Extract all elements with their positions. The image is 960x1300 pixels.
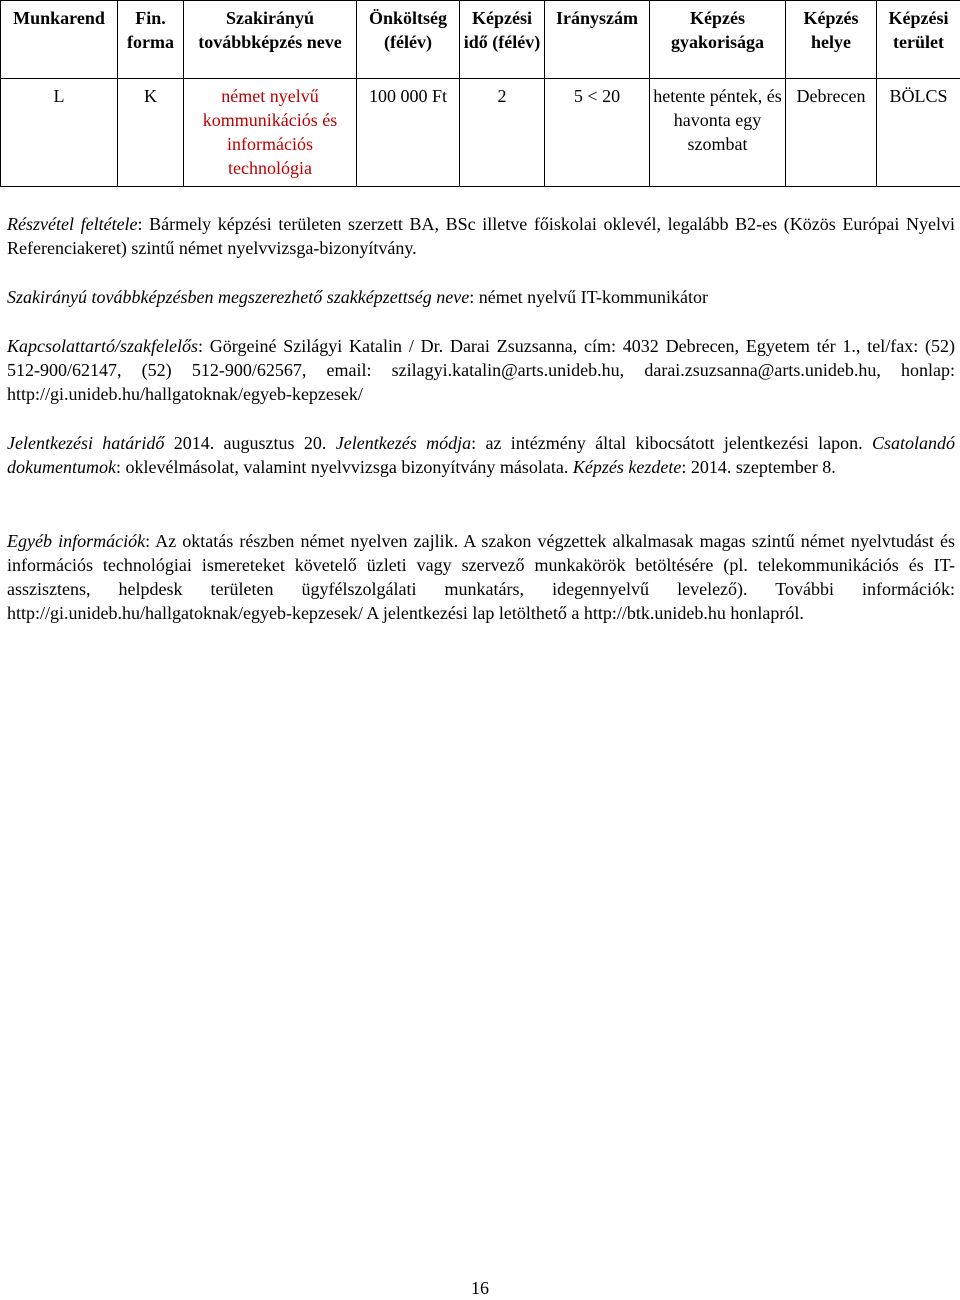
method-text: : az intézmény által kibocsátott jelentkezési lapon.: [471, 433, 863, 453]
contact-label: Kapcsolattartó/szakfelelős: [7, 336, 198, 356]
start-text: : 2014. szeptember 8.: [681, 457, 835, 477]
table-row: [1, 79, 960, 187]
header-munkarend: Munkarend: [1, 1, 118, 79]
header-fin-forma: Fin. forma: [118, 1, 184, 79]
cell-terulet: BÖLCS: [877, 79, 960, 187]
application-paragraph: [7, 431, 955, 479]
cell-kepzesi-ido: 2: [460, 79, 545, 187]
cell-program-name: német nyelvű kommunikációs és információs technológia: [184, 79, 357, 187]
cell-iranyszam: 5 < 20: [545, 79, 650, 187]
table-header-row: [1, 1, 960, 79]
cell-gyakorisag: hetente péntek, és havonta egy szombat: [650, 79, 786, 187]
start-label: Képzés kezdete: [573, 457, 681, 477]
cell-helye: Debrecen: [786, 79, 877, 187]
other-info-paragraph: [7, 529, 955, 625]
header-kepzesi-ido: Képzési idő (félév): [460, 1, 545, 79]
qualification-label: Szakirányú továbbképzésben megszerezhető szakképzettség neve: [7, 287, 469, 307]
header-onkoltseg: Önköltség (félév): [357, 1, 460, 79]
page-number: 16: [0, 1276, 960, 1300]
cell-onkoltseg: 100 000 Ft: [357, 79, 460, 187]
header-kepzes-gyakorisaga: Képzés gyakorisága: [650, 1, 786, 79]
other-info-label: Egyéb információk: [7, 531, 145, 551]
qualification-text: : német nyelvű IT-kommunikátor: [469, 287, 708, 307]
deadline-label: Jelentkezési határidő: [7, 433, 164, 453]
qualification-paragraph: [7, 285, 955, 309]
program-table: [0, 0, 960, 187]
deadline-text: 2014. augusztus 20.: [164, 433, 326, 453]
header-iranyszam: Irányszám: [545, 1, 650, 79]
cell-munkarend: L: [1, 79, 118, 187]
cell-fin-forma: K: [118, 79, 184, 187]
documents-label: Csatolandó dokumentumok: [7, 433, 955, 477]
contact-paragraph: [7, 334, 955, 406]
participation-label: Részvétel feltétele: [7, 214, 138, 234]
contact-text: : Görgeiné Szilágyi Katalin / Dr. Darai Zsuzsanna, cím: 4032 Debrecen, Egyetem tér 1., tel/fax: (52) 512-900/62147, (52) 512-900/62567, email: szilagyi.katalin@arts.unideb.hu, darai.zsuzsanna@arts.unideb.hu, honlap: http://gi.unideb.hu/hallgatoknak/egyeb-kepzesek/: [7, 336, 955, 404]
other-info-text: : Az oktatás részben német nyelven zajlik. A szakon végzettek alkalmasak magas szintű német nyelvtudást és információs technológiai ismereteket követelő üzleti vagy szervező munkakörök betöltésére (pl. telekommunikációs és IT-asszisztens, helpdesk területen ügyfélszolgálati munkatárs, idegennyelvű levelező). További információk: http://gi.unideb.hu/hallgatoknak/egyeb-kepzesek/ A jelentkezési lap letölthető a http://btk.unideb.hu honlapról.: [7, 531, 955, 623]
documents-text: : oklevélmásolat, valamint nyelvvizsga bizonyítvány másolata.: [116, 457, 568, 477]
method-label: Jelentkezés módja: [336, 433, 471, 453]
participation-text: : Bármely képzési területen szerzett BA, BSc illetve főiskolai oklevél, legalább B2-es (Közös Európai Nyelvi Referenciakeret) szintű német nyelvvizsga-bizonyítvány.: [7, 214, 955, 258]
header-kepzesi-terulet: Képzési terület: [877, 1, 960, 79]
header-szakiranyu-neve: Szakirányú továbbképzés neve: [184, 1, 357, 79]
header-kepzes-helye: Képzés helye: [786, 1, 877, 79]
participation-paragraph: [7, 212, 955, 260]
